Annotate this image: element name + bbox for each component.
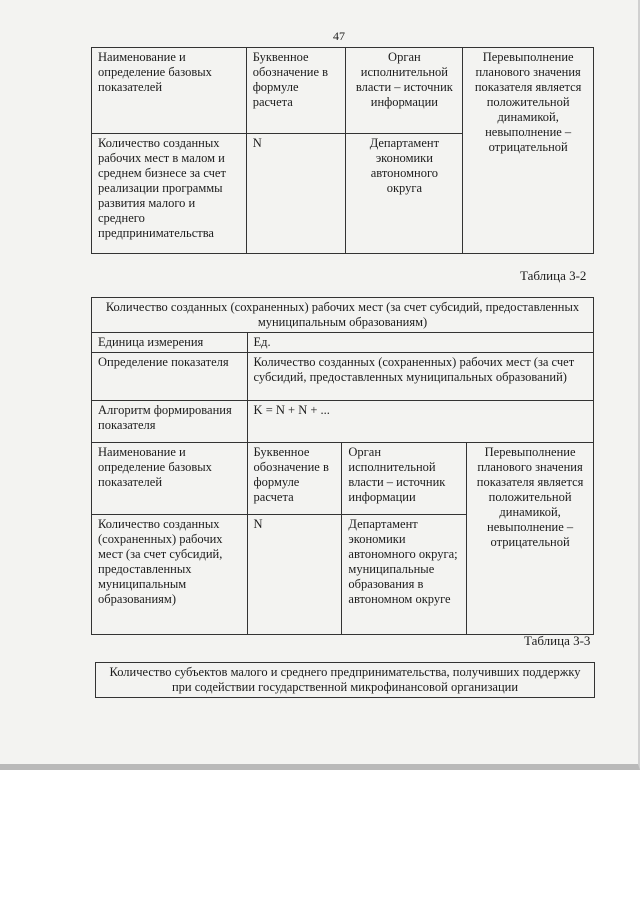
header-cell-source: Орган исполнительной власти – источник информации	[342, 443, 467, 515]
cell-source: Департамент экономики автономного округа; муниципальные образования в автономном округе	[342, 515, 467, 635]
cell-letter: N	[247, 515, 342, 635]
table-3-title: Количество субъектов малого и среднего предпринимательства, получивших поддержку при содействии государственной микрофинансовой организации	[96, 663, 595, 698]
header-cell-name: Наименование и определение базовых показателей	[92, 48, 247, 134]
definition-value: Количество созданных (сохраненных) рабочих мест (за счет субсидий, предоставленных муниципальных образований)	[247, 353, 593, 401]
table-2-header-row	[92, 443, 594, 515]
header-cell-source: Орган исполнительной власти – источник информации	[346, 48, 463, 134]
table-caption-3-2: Таблица 3-2	[520, 268, 587, 283]
table-2-title: Количество созданных (сохраненных) рабочих мест (за счет субсидий, предоставленных муниципальным образованиям)	[92, 298, 594, 333]
header-cell-dynamics: Перевыполнение планового значения показателя является положительной динамикой, невыполнение – отрицательной	[467, 443, 594, 635]
page-number: 47	[333, 29, 345, 43]
definition-label: Определение показателя	[92, 353, 248, 401]
cell-indicator-name: Количество созданных рабочих мест в малом и среднем бизнесе за счет реализации программы развития малого и среднего предпринимательства	[92, 134, 247, 254]
header-cell-name: Наименование и определение базовых показателей	[92, 443, 248, 515]
cell-indicator-name: Количество созданных (сохраненных) рабочих мест (за счет субсидий, предоставленных муниципальным образованиям)	[92, 515, 248, 635]
algorithm-value: K = N + N + ...	[247, 401, 593, 443]
algorithm-label: Алгоритм формирования показателя	[92, 401, 248, 443]
table-caption-3-3: Таблица 3-3	[524, 633, 591, 648]
cell-letter: N	[246, 134, 346, 254]
header-cell-dynamics: Перевыполнение планового значения показателя является положительной динамикой, невыполнение – отрицательной	[463, 48, 594, 254]
table-2	[91, 297, 594, 635]
cell-source: Департамент экономики автономного округа	[346, 134, 463, 254]
header-cell-letter: Буквенное обозначение в формуле расчета	[247, 443, 342, 515]
table-1	[91, 47, 594, 254]
unit-label: Единица измерения	[92, 333, 248, 353]
table-3	[95, 662, 595, 698]
header-cell-letter: Буквенное обозначение в формуле расчета	[246, 48, 346, 134]
unit-value: Ед.	[247, 333, 593, 353]
table-1-header-row	[92, 48, 594, 134]
